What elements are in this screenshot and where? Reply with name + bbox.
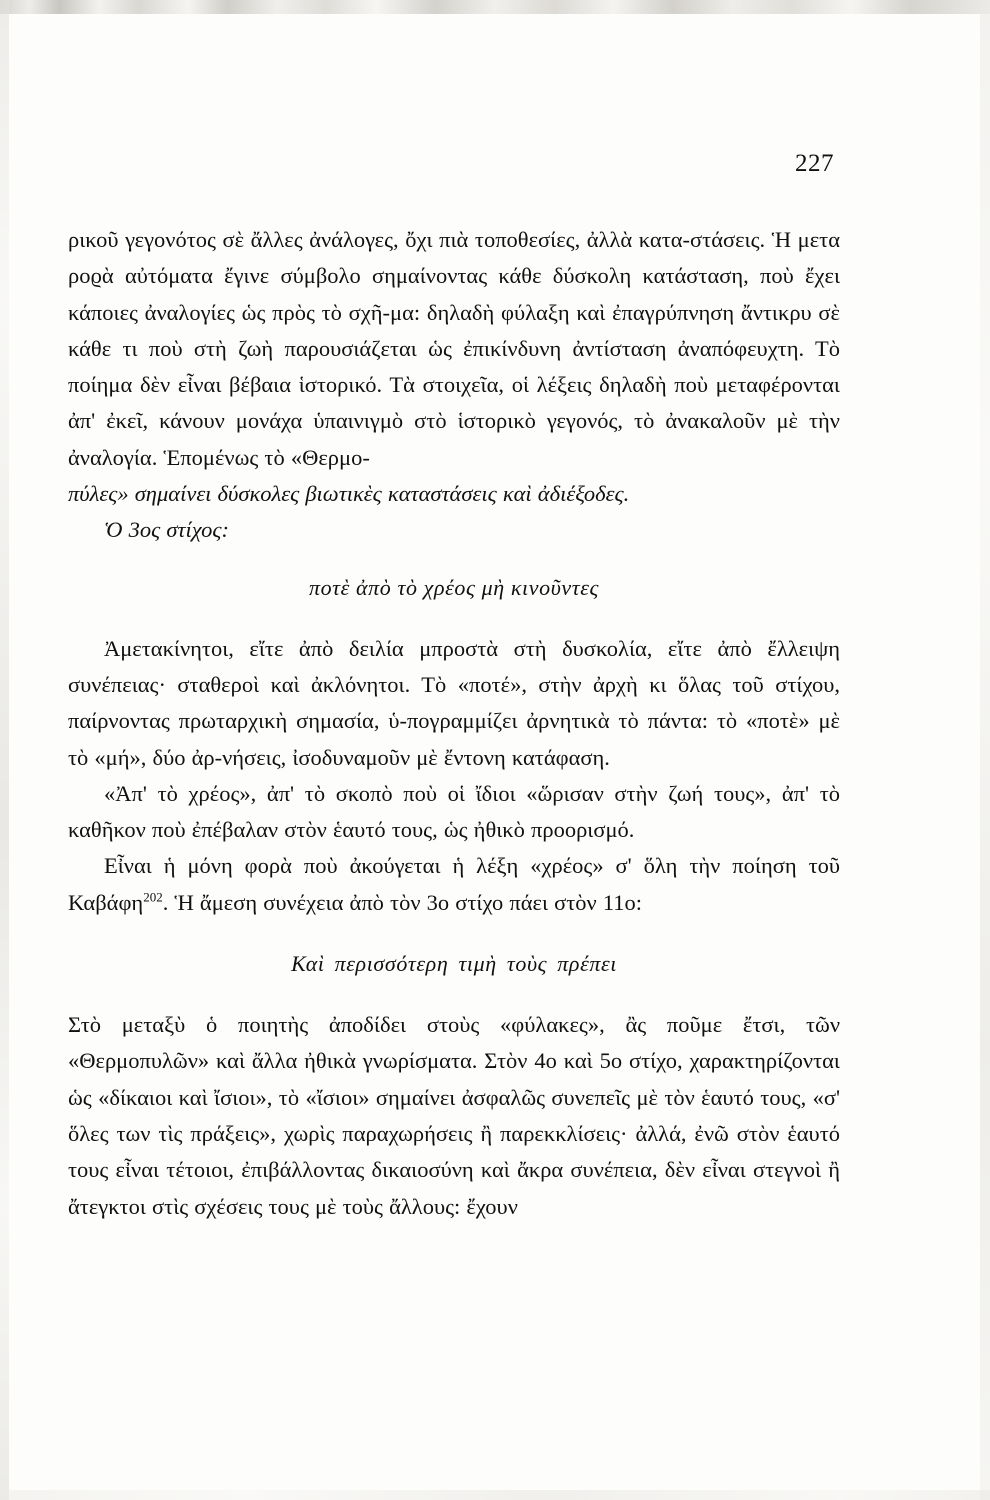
paragraph-6: Στὸ μεταξὺ ὁ ποιητὴς ἀποδίδει στοὺς «φύλακες», ἂς ποῦμε ἔτσι, τῶν «Θερμοπυλῶν» καὶ ἄλλα ἠθικὰ γνωρίσματα. Στὸν 4ο καὶ 5ο στίχο, χαρακτηρίζονται ὡς «δίκαιοι καὶ ἴσιοι», τὸ «ἴσιοι» σημαίνει ἀσφαλῶς συνεπεῖς μὲ τὸν ἑαυτό τους, «σ' ὅλες των τὶς πράξεις», χωρὶς παραχωρήσεις ἢ παρεκκλίσεις· ἀλλά, ἐνῶ στὸν ἑαυτό τους εἶναι τέτοιοι, ἐπιβάλλοντας δικαιοσύνη καὶ ἄκρα συνέπεια, δὲν εἶναι στεγνοὶ ἢ ἄτεγκτοι στὶς σχέσεις τους μὲ τοὺς ἄλλους: ἔχουν: [68, 1012, 840, 1219]
footnote-marker: 202: [143, 889, 163, 905]
paragraph-5-text: Εἶναι ἡ μόνη φορὰ ποὺ ἀκούγεται ἡ λέξη «χρέος» σ' ὅλη τὴν ποίηση τοῦ Καβάφη: [68, 853, 840, 915]
paragraph-3: Ἀμετακίνητοι, εἴτε ἀπὸ δειλία μπροστὰ στὴ δυσκολία, εἴτε ἀπὸ ἔλλειψη συνέπειας· σταθεροὶ καὶ ἀκλόνητοι. Τὸ «ποτέ», στὴν ἀρχὴ κι ὅλας τοῦ στίχου, παίρνοντας πρωταρχικὴ σημασία, ὑ-πογραμμίζει ἀρνητικὰ τὸ πάντα: τὸ «ποτὲ» μὲ τὸ «μή», δύο ἀρ-νήσεις, ἰσοδυναμοῦν μὲ ἔντονη κατάφαση.: [68, 635, 840, 770]
paragraph-1-continuation-italic: πύλες» σημαίνει δύσκολες βιωτικὲς καταστάσεις καὶ ἀδιέξοδες.: [68, 481, 630, 507]
scan-edge-bottom: [0, 1490, 990, 1500]
paragraph-5: [68, 848, 840, 921]
scan-edge-left: [0, 0, 9, 1500]
scan-edge-top: [0, 0, 990, 14]
paragraph-4: «Ἀπ' τὸ χρέος», ἀπ' τὸ σκοπὸ ποὺ οἱ ἴδιοι «ὥρισαν στὴν ζωή τους», ἀπ' τὸ καθῆκον ποὺ ἐπέβαλαν στὸν ἑαυτό τους, ὡς ἠθικὸ προορισμό.: [68, 780, 840, 843]
paragraph-line-label: Ὁ 3ος στίχος:: [104, 517, 230, 543]
paragraph-1: ρικοῦ γεγονότος σὲ ἄλλες ἀνάλογες, ὄχι πιὰ τοποθεσίες, ἀλλὰ κατα-στάσεις. Ἡ μετα ροϱὰ αὐτόματα ἔγινε σύμβολο σημαίνοντας κάθε δύσκολη κατάσταση, ποὺ ἔχει κάποιες ἀναλογίες ὡς πρὸς τὸ σχῆ-μα: δηλαδὴ φύλαξη καὶ ἐπαγρύπνηση ἄντικρυ σὲ κάθε τι ποὺ στὴ ζωὴ παρουσιάζεται ὡς ἐπικίνδυνη ἀντίσταση ἀναπόφευχτη. Τὸ ποίημα δὲν εἶναι βέβαια ἱστορικό. Τὰ στοιχεῖα, οἱ λέξεις δηλαδὴ ποὺ μεταφέρονται ἀπ' ἐκεῖ, κάνουν μονάχα ὑπαινιγμὸ στὸ ἱστορικὸ γεγονός, τὸ ἀνακαλοῦν μὲ τὴν ἀναλογία. Ἑπομένως τὸ «Θερμο-: [68, 227, 840, 470]
page-content: [68, 150, 840, 1225]
verse-quote-2: Καὶ περισσότερη τιμὴ τοὺς πρέπει: [291, 951, 617, 977]
page-number: 227: [795, 150, 834, 177]
scan-edge-right: [980, 0, 990, 1500]
paragraph-5-text-after: . Ἡ ἄμεση συνέχεια ἀπὸ τὸν 3ο στίχο πάει στὸν 11ο:: [162, 889, 643, 915]
verse-quote-1: ποτὲ ἀπὸ τὸ χρέος μὴ κινοῦντες: [308, 574, 600, 600]
